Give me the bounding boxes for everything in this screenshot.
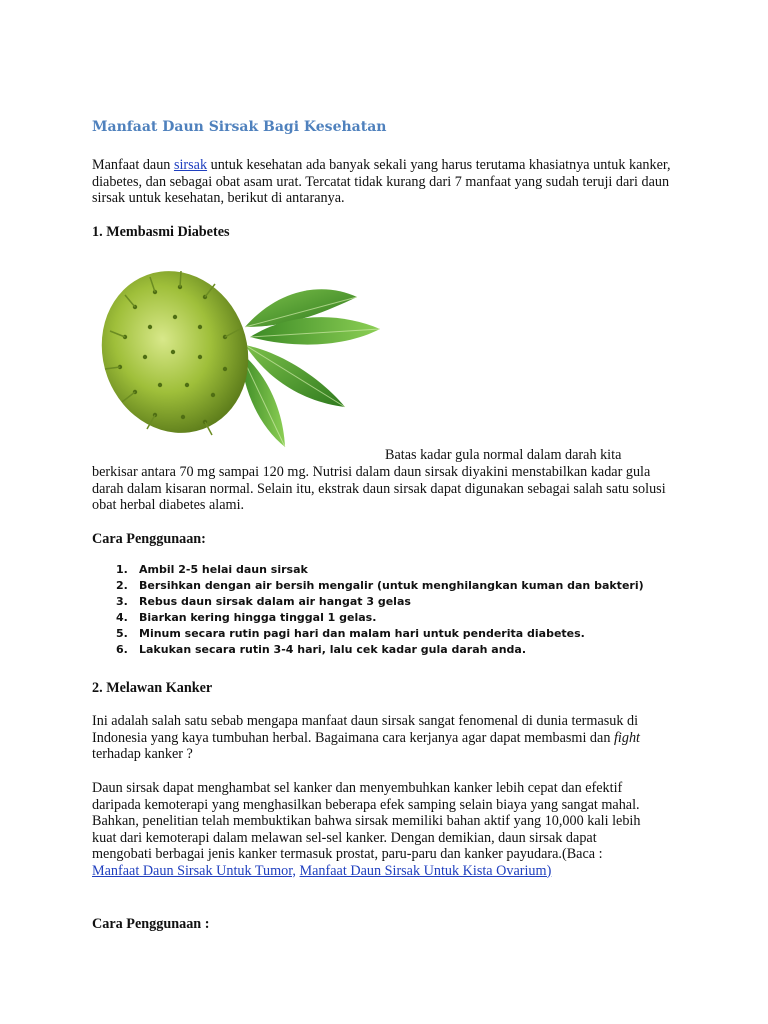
list-item: 2. Bersihkan dengan air bersih mengalir (untuk menghilangkan kuman dan bakteri) — [116, 579, 644, 592]
usage-steps-list — [92, 562, 644, 658]
diabetes-paragraph: berkisar antara 70 mg sampai 120 mg. Nutrisi dalam daun sirsak diyakini menstabilkan kadar gula darah dalam kisaran normal. Selain itu, ekstrak daun sirsak dapat digunakan sebagai salah satu solusi obat herbal diabetes alami. — [92, 464, 666, 513]
tumor-link[interactable]: Manfaat Daun Sirsak Untuk Tumor, — [92, 862, 296, 879]
list-item: 3. Rebus daun sirsak dalam air hangat 3 gelas — [116, 595, 411, 608]
section-heading-diabetes: 1. Membasmi Diabetes — [92, 224, 230, 240]
usage-heading-cancer: Cara Penggunaan : — [92, 916, 210, 932]
article-title: Manfaat Daun Sirsak Bagi Kesehatan — [92, 119, 387, 135]
sirsak-link[interactable]: sirsak — [173, 157, 208, 173]
section-heading-cancer: 2. Melawan Kanker — [92, 680, 213, 696]
soursop-fruit-image — [95, 257, 385, 459]
kista-ovarium-link[interactable]: Manfaat Daun Sirsak Untuk Kista Ovarium) — [299, 862, 552, 879]
diabetes-paragraph-first-line: Batas kadar gula normal dalam darah kita — [385, 447, 622, 463]
list-item: 1. Ambil 2-5 helai daun sirsak — [116, 563, 308, 576]
list-item: 6. Lakukan secara rutin 3-4 hari, lalu cek kadar gula darah anda. — [116, 643, 527, 656]
list-item: 5. Minum secara rutin pagi hari dan malam hari untuk penderita diabetes. — [116, 627, 585, 640]
cancer-paragraph-1: Ini adalah salah satu sebab mengapa manfaat daun sirsak sangat fenomenal di dunia termasuk di Indonesia yang kaya tumbuhan herbal. Bagaimana cara kerjanya agar dapat membasmi dan fight terhadap kanker ? — [92, 713, 640, 762]
intro-paragraph: Manfaat daun sirsak untuk kesehatan ada banyak sekali yang harus terutama khasiatnya untuk kanker, diabetes, dan sebagai obat asam urat. Tercatat tidak kurang dari 7 manfaat yang sudah teruji dari daun sirsak untuk kesehatan, berikut di antaranya. — [92, 157, 671, 206]
usage-heading-diabetes: Cara Penggunaan: — [92, 531, 206, 547]
list-item: 4. Biarkan kering hingga tinggal 1 gelas. — [116, 611, 377, 624]
cancer-paragraph-2: Daun sirsak dapat menghambat sel kanker dan menyembuhkan kanker lebih cepat dan efektif daripada kemoterapi yang menghasilkan beberapa efek samping selain biaya yang sangat mahal. Bahkan, penelitian telah membuktikan bahwa sirsak memiliki bahan aktif yang 10,000 kali lebih kuat dari kemoterapi dalam melawan sel-sel kanker. Dengan demikian, daun sirsak dapat mengobati berbagai jenis kanker termasuk prostat, paru-paru dan kanker payudara.(Baca : Manfaat Daun Sirsak Untuk Tumor, Manfaat Daun Sirsak Untuk Kista Ovarium) — [92, 780, 641, 879]
